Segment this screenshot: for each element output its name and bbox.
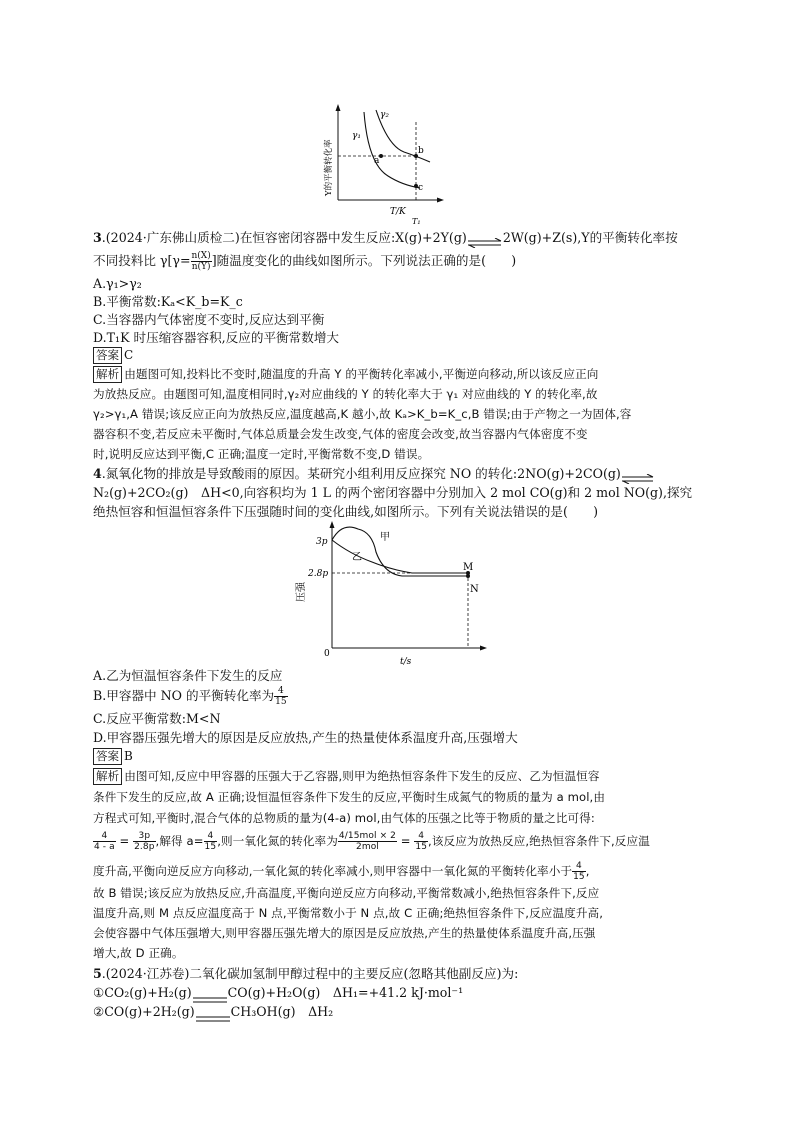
answer-tag: 答案 (93, 347, 122, 364)
x-tick-t1: T₁ (412, 217, 421, 226)
equilibrium-arrow-icon (621, 470, 655, 480)
q4-analysis-line2: 条件下发生的反应,故 A 正确;设恒温恒容条件下发生的反应,平衡时生成氮气的物质的量为 a mol,由 (93, 790, 606, 804)
point-label-a: a (374, 156, 380, 166)
q4-analysis-line1: 解析 由图可知,反应中甲容器的压强大于乙容器,则甲为绝热恒容条件下发生的反应、乙为恒温恒容 (93, 767, 713, 786)
q3-analysis-line1: 解析 由题图可知,投料比不变时,随温度的升高 Y 的平衡转化率减小,平衡逆向移动,所以该反应正向 (93, 365, 713, 384)
q4-option-d: D.甲容器压强先增大的原因是反应放热,产生的热量使体系温度升高,压强增大 (93, 730, 518, 745)
q3-analysis-line5: 时,说明反应达到平衡,C 正确;温度一定时,平衡常数不变,D 错误。 (93, 447, 430, 461)
origin-label: 0 (324, 649, 330, 659)
q4-analysis-equation: $\frac{4}{4 - a}$ = $\frac{3p}{2.8p}$ ,解得 a= $\frac{4}{15}$ ,则一氧化氮的转化率为 $\frac{\text{4/15mol × 2}}{\text{2mol}}$ = $\frac{4}{15}$ ,该反应为放热反应,绝热恒容条件下,反应温 (94, 831, 650, 852)
q4-option-b: B.甲容器中 NO 的平衡转化率为 $\frac{4}{15}$ (93, 686, 287, 707)
analysis-tag: 解析 (93, 768, 122, 785)
q4-stem-line2: N₂(g)+2CO₂(g) ΔH<0,向容积均为 1 L 的两个密闭容器中分别加入 2 mol CO(g)和 2 mol NO(g),探究 (93, 485, 693, 500)
curve-label-yi: 乙 (352, 552, 362, 563)
analysis-tag: 解析 (93, 366, 122, 383)
y-tick-3p: 3p (316, 537, 328, 547)
q3-analysis-line4: 器容积不变,若反应未平衡时,气体总质量会发生改变,气体的密度会改变,故当容器内气体密度不变 (93, 427, 588, 441)
q5-reaction-2: ②CO(g)+2H₂(g) CH₃OH(g) ΔH₂ (93, 1004, 334, 1019)
answer-tag: 答案 (93, 748, 122, 765)
q3-number: 3 (93, 230, 102, 245)
q4-analysis-line7: 温度升高,则 M 点反应温度高于 N 点,平衡常数小于 N 点,故 C 正确;绝热恒容条件下,反应温度升高, (93, 906, 604, 920)
point-label-m: M (463, 562, 474, 573)
q3-source: .(2024·广东佛山质检二) (101, 230, 240, 245)
point-label-b: b (418, 146, 424, 156)
y-axis-label: 压强 (296, 582, 307, 602)
q3-analysis-line3: γ₂>γ₁,A 错误;该反应正向为放热反应,温度越高,K 越小,故 Kₐ>K_b=K_c,B 错误;由于产物之一为固体,容 (93, 407, 632, 421)
q3-stem-a: 在恒容密闭容器中发生反应:X(g)+2Y(g) (239, 230, 467, 245)
q4-analysis-line6: 故 B 错误;该反应为放热反应,升高温度,平衡向逆反应方向移动,平衡常数减小,绝热恒容条件下,反应 (93, 886, 600, 900)
q4-stem-line3: 绝热恒容和恒温恒容条件下压强随时间的变化曲线,如图所示。下列有关说法错误的是( ) (93, 504, 598, 519)
q3-option-c: C.当容器内气体密度不变时,反应达到平衡 (93, 312, 325, 327)
q4-analysis-line3: 方程式可知,平衡时,混合气体的总物质的量为(4-a) mol,由气体的压强之比等于物质的量之比可得: (93, 811, 595, 825)
q3-analysis-line2: 为放热反应。由题图可知,温度相同时,γ₂对应曲线的 Y 的转化率大于 γ₁ 对应曲线的 Y 的转化率,故 (93, 387, 598, 401)
equals-arrow-icon (192, 990, 228, 998)
x-axis-label: T/K (390, 207, 406, 217)
q4-analysis-line9: 增大,故 D 正确。 (93, 946, 184, 960)
q3-stem-2a: 不同投料比 γ[γ= (93, 253, 191, 268)
q3-stem-line1 (93, 228, 713, 247)
q5-reaction-1: ①CO₂(g)+H₂(g) CO(g)+H₂O(g) ΔH₁=+41.2 kJ·mol⁻¹ (93, 985, 464, 1000)
y-tick-2-8p: 2.8p (308, 569, 329, 579)
q5-stem: 5.(2024·江苏卷)二氧化碳加氢制甲醇过程中的主要反应(忽略其他副反应)为: (93, 966, 519, 981)
q3-option-d: D.T₁K 时压缩容器容积,反应的平衡常数增大 (93, 330, 340, 345)
q3-option-a: A.γ₁>γ₂ (93, 276, 142, 291)
q3-answer-line (93, 346, 713, 365)
curve-label-gamma2: γ₂ (380, 110, 389, 120)
q3-option-b: B.平衡常数:Kₐ<K_b=K_c (93, 294, 243, 309)
equals-arrow-icon (195, 1009, 231, 1017)
y-axis-label: Y的平衡转化率 (324, 139, 334, 196)
curve-label-gamma1: γ₁ (352, 131, 361, 141)
equilibrium-arrow-icon (467, 234, 503, 244)
q5-number: 5 (93, 966, 102, 981)
q4-analysis-line5: 度升高,平衡向逆反应方向移动,一氧化氮的转化率减小,则甲容器中一氧化氮的平衡转化率小于 $\frac{4}{15}$ , (93, 861, 590, 882)
point-label-n: N (470, 584, 479, 595)
ratio-fraction: $\frac{n(X)}{n(Y)}$ (191, 251, 211, 272)
q4-number: 4 (93, 466, 102, 481)
point-label-c: c (418, 183, 424, 193)
q4-answer: B (124, 749, 133, 763)
q3-answer: C (124, 348, 134, 362)
q3-stem-line2 (93, 251, 713, 272)
figure-conversion-vs-temperature (318, 102, 448, 226)
q3-stem-2b: ]随温度变化的曲线如图所示。下列说法正确的是( ) (211, 253, 517, 268)
q4-option-c: C.反应平衡常数:M<N (93, 711, 221, 726)
q4-answer-line (93, 747, 713, 766)
q4-option-a: A.乙为恒温恒容条件下发生的反应 (93, 668, 283, 683)
q4-analysis-line8: 会使容器中气体压强增大,则甲容器压强先增大的原因是反应放热,产生的热量使体系温度升高,压强 (93, 926, 596, 940)
q3-stem-b: 2W(g)+Z(s),Y的平衡转化率按 (502, 230, 678, 245)
figure-pressure-vs-time (292, 518, 492, 668)
x-axis-label: t/s (400, 657, 412, 667)
curve-label-jia: 甲 (380, 532, 390, 543)
q4-stem-line1: 4.氮氧化物的排放是导致酸雨的原因。某研究小组利用反应探究 NO 的转化:2NO(g)+2CO(g) (93, 464, 713, 483)
